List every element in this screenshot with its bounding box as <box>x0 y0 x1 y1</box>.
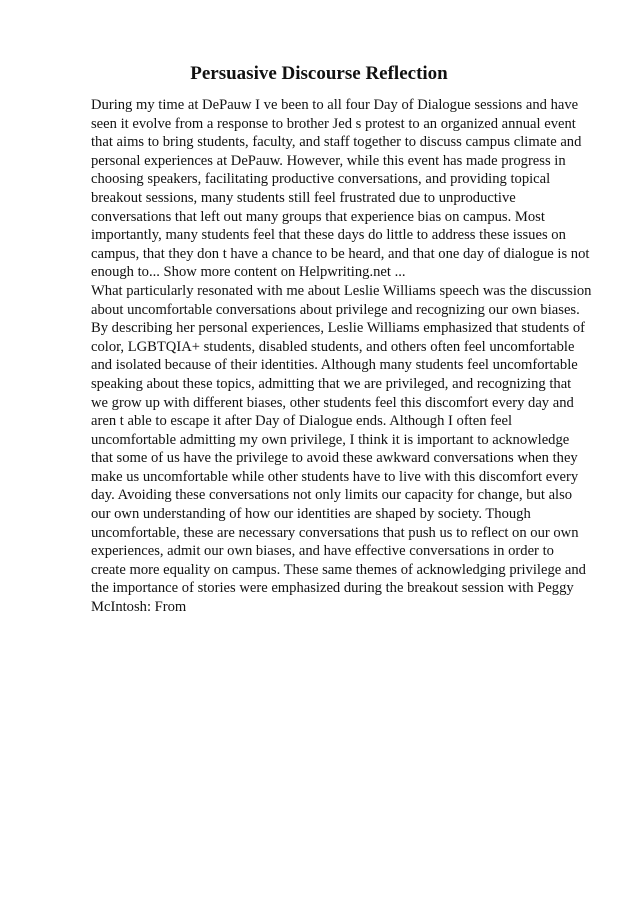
body-line: that some of us have the privilege to avoid these awkward conversations when they <box>91 450 578 467</box>
body-line: breakout sessions, many students still feel frustrated due to unproductive <box>91 189 516 206</box>
body-line: we grow up with different biases, other students feel this discomfort every day and <box>91 394 574 411</box>
body-line: During my time at DePauw I ve been to all four Day of Dialogue sessions and have <box>91 97 579 113</box>
body-line: aren t able to escape it after Day of Dialogue ends. Although I often feel <box>91 413 513 430</box>
body-line: What particularly resonated with me about Leslie Williams speech was the discussion <box>91 282 592 299</box>
body-line: seen it evolve from a response to brother Jed s protest to an organized annual event <box>91 115 576 132</box>
body-line: day. Avoiding these conversations not only limits our capacity for change, but also <box>91 487 573 504</box>
body-line: conversations that left out many groups that experience bias on campus. Most <box>91 208 545 225</box>
body-line: campus, that they don t have a chance to be heard, and that one day of dialogue is not <box>91 245 590 262</box>
body-line: the importance of stories were emphasized during the breakout session with Peggy <box>91 580 574 597</box>
body-line: that aims to bring students, faculty, and staff together to discuss campus climate and <box>91 134 582 151</box>
body-line: importantly, many students feel that these days do little to address these issues on <box>91 227 566 244</box>
body-line: By describing her personal experiences, Leslie Williams emphasized that students of <box>91 320 585 337</box>
body-line: and isolated because of their identities. Although many students feel uncomfortable <box>91 357 578 374</box>
body-line: uncomfortable, these are necessary conversations that push us to reflect on our own <box>91 524 579 541</box>
document-body <box>91 96 601 617</box>
body-line: speaking about these topics, admitting that we are privileged, and recognizing that <box>91 375 572 392</box>
body-line: make us uncomfortable while other students have to live with this discomfort every <box>91 468 579 485</box>
body-line: color, LGBTQIA+ students, disabled students, and others often feel uncomfortable <box>91 338 575 355</box>
body-line: personal experiences at DePauw. However, while this event has made progress in <box>91 152 566 169</box>
body-line: McIntosh: From <box>91 599 187 616</box>
body-line: create more equality on campus. These same themes of acknowledging privilege and <box>91 561 586 578</box>
body-line: uncomfortable admitting my own privilege, I think it is important to acknowledge <box>91 431 570 448</box>
body-line: about uncomfortable conversations about privilege and recognizing our own biases. <box>91 301 580 318</box>
body-line: experiences, admit our own biases, and have effective conversations in order to <box>91 543 554 560</box>
show-more-line: enough to... Show more content on Helpwriting.net ... <box>91 264 406 281</box>
body-line: our own understanding of how our identities are shaped by society. Though <box>91 506 531 523</box>
document-title: Persuasive Discourse Reflection <box>190 63 448 84</box>
body-line: choosing speakers, facilitating productive conversations, and providing topical <box>91 171 551 188</box>
